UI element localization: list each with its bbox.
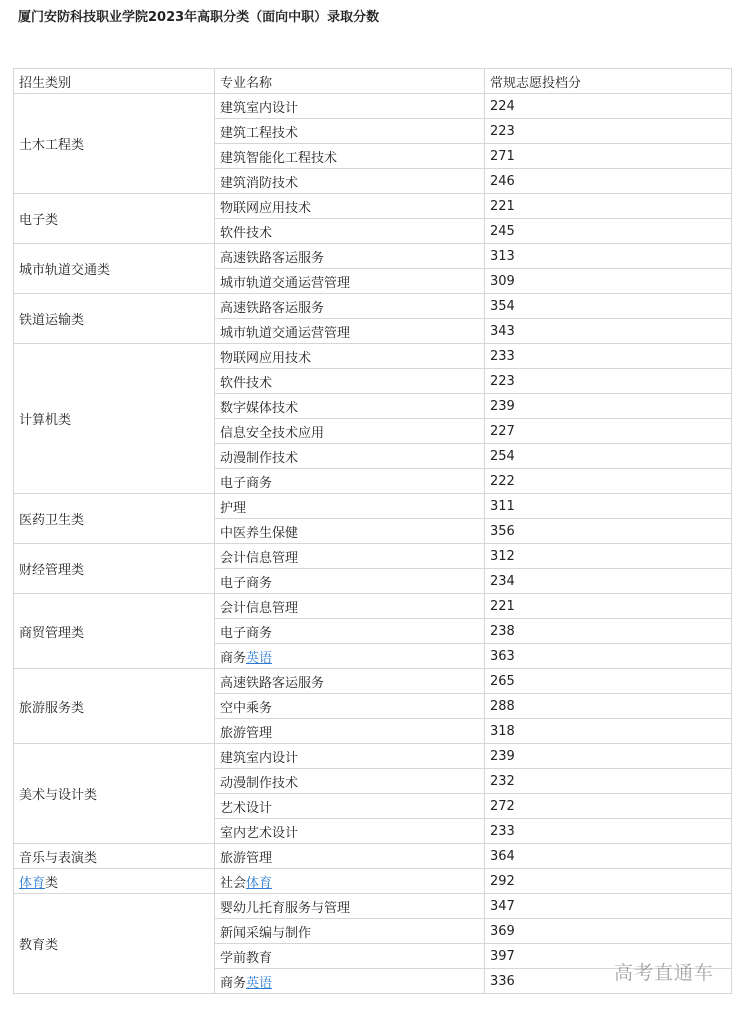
- page-title: 厦门安防科技职业学院2023年高职分类（面向中职）录取分数: [18, 10, 380, 25]
- major-label: 社会: [220, 875, 247, 891]
- category-cell: [14, 894, 215, 994]
- table-row: [14, 744, 732, 769]
- major-label: 商务: [220, 975, 247, 991]
- major-label: 物联网应用技术: [220, 200, 312, 216]
- table-row: [14, 494, 732, 519]
- major-cell: [215, 294, 485, 319]
- major-label: 电子商务: [220, 475, 273, 491]
- category-label: 美术与设计类: [19, 788, 98, 803]
- major-cell: [215, 894, 485, 919]
- category-label: 类: [45, 875, 59, 891]
- score-cell: 254: [485, 444, 732, 469]
- major-cell: [215, 144, 485, 169]
- score-cell: 312: [485, 544, 732, 569]
- major-label: 动漫制作技术: [220, 775, 299, 791]
- major-cell: [215, 644, 485, 669]
- major-cell: [215, 269, 485, 294]
- major-cell: [215, 119, 485, 144]
- score-cell: 265: [485, 669, 732, 694]
- score-cell: 233: [485, 819, 732, 844]
- category-cell: [14, 594, 215, 669]
- major-label: 高速铁路客运服务: [220, 300, 325, 316]
- table-row: [14, 894, 732, 919]
- major-label: 电子商务: [220, 575, 273, 591]
- major-cell: [215, 694, 485, 719]
- score-cell: 221: [485, 194, 732, 219]
- major-label: 空中乘务: [220, 700, 273, 716]
- score-cell: 311: [485, 494, 732, 519]
- score-cell: 397: [485, 944, 732, 969]
- major-cell: [215, 444, 485, 469]
- major-cell: [215, 469, 485, 494]
- major-label: 信息安全技术应用: [220, 425, 325, 441]
- major-cell: [215, 844, 485, 869]
- score-cell: 313: [485, 244, 732, 269]
- table-body: [14, 94, 732, 994]
- score-cell: 245: [485, 219, 732, 244]
- category-cell: [14, 844, 215, 869]
- score-cell: 369: [485, 919, 732, 944]
- score-cell: 336: [485, 969, 732, 994]
- major-cell: [215, 169, 485, 194]
- major-label: 商务: [220, 650, 247, 666]
- major-cell: [215, 969, 485, 994]
- category-label: 城市轨道交通类: [19, 263, 111, 278]
- score-cell: 288: [485, 694, 732, 719]
- major-cell: [215, 769, 485, 794]
- table-row: [14, 294, 732, 319]
- table-row: [14, 244, 732, 269]
- major-cell: [215, 669, 485, 694]
- major-cell: [215, 219, 485, 244]
- category-label: 商贸管理类: [19, 625, 85, 641]
- major-cell: [215, 319, 485, 344]
- score-cell: 363: [485, 644, 732, 669]
- major-cell: [215, 919, 485, 944]
- major-label: 数字媒体技术: [220, 400, 299, 416]
- category-label: 财经管理类: [19, 563, 85, 578]
- major-label: 物联网应用技术: [220, 350, 312, 366]
- major-cell: [215, 944, 485, 969]
- category-label: 教育类: [19, 938, 59, 953]
- score-cell: 347: [485, 894, 732, 919]
- major-cell: [215, 619, 485, 644]
- major-label: 新闻采编与制作: [220, 925, 312, 941]
- major-label: 电子商务: [220, 625, 273, 641]
- major-label: 旅游管理: [220, 850, 273, 866]
- major-cell: [215, 819, 485, 844]
- category-label: 电子类: [19, 213, 59, 228]
- major-link[interactable]: 体育: [246, 875, 273, 891]
- category-label: 音乐与表演类: [19, 850, 98, 866]
- category-cell: [14, 494, 215, 544]
- major-cell: [215, 794, 485, 819]
- category-cell: [14, 94, 215, 194]
- table-row: [14, 869, 732, 894]
- major-label: 中医养生保健: [220, 525, 299, 541]
- major-label: 软件技术: [220, 375, 273, 391]
- major-cell: [215, 744, 485, 769]
- score-cell: 318: [485, 719, 732, 744]
- score-cell: 223: [485, 369, 732, 394]
- major-link[interactable]: 英语: [246, 650, 273, 666]
- category-label: 铁道运输类: [19, 313, 85, 328]
- major-label: 软件技术: [220, 225, 273, 241]
- category-cell: [14, 244, 215, 294]
- table-row: [14, 844, 732, 869]
- score-cell: 238: [485, 619, 732, 644]
- header-score: 常规志愿投档分: [485, 69, 732, 94]
- table-header-row: [14, 69, 732, 94]
- score-cell: 223: [485, 119, 732, 144]
- major-cell: [215, 544, 485, 569]
- major-cell: [215, 344, 485, 369]
- category-label: 旅游服务类: [19, 700, 85, 716]
- category-label: 计算机类: [19, 413, 72, 428]
- score-cell: 234: [485, 569, 732, 594]
- major-label: 婴幼儿托育服务与管理: [220, 900, 351, 916]
- category-cell: [14, 294, 215, 344]
- table-row: [14, 194, 732, 219]
- major-label: 城市轨道交通运营管理: [220, 275, 351, 291]
- score-cell: 246: [485, 169, 732, 194]
- major-label: 建筑室内设计: [220, 100, 299, 116]
- major-label: 艺术设计: [220, 800, 273, 816]
- score-cell: 364: [485, 844, 732, 869]
- major-label: 建筑消防技术: [220, 175, 299, 191]
- score-cell: 232: [485, 769, 732, 794]
- score-cell: 239: [485, 744, 732, 769]
- score-cell: 309: [485, 269, 732, 294]
- table-row: [14, 544, 732, 569]
- score-cell: 343: [485, 319, 732, 344]
- score-cell: 227: [485, 419, 732, 444]
- category-cell: [14, 669, 215, 744]
- score-cell: 356: [485, 519, 732, 544]
- major-cell: [215, 419, 485, 444]
- category-cell: [14, 194, 215, 244]
- major-cell: [215, 594, 485, 619]
- category-label: 医药卫生类: [19, 513, 85, 528]
- score-cell: 354: [485, 294, 732, 319]
- header-major: 专业名称: [215, 69, 485, 94]
- major-label: 建筑智能化工程技术: [220, 150, 338, 166]
- category-cell: [14, 869, 215, 894]
- major-label: 高速铁路客运服务: [220, 250, 325, 266]
- table-row: [14, 344, 732, 369]
- score-cell: 233: [485, 344, 732, 369]
- major-label: 建筑室内设计: [220, 750, 299, 766]
- category-cell: [14, 544, 215, 594]
- major-cell: [215, 519, 485, 544]
- score-cell: 272: [485, 794, 732, 819]
- major-cell: [215, 244, 485, 269]
- major-label: 旅游管理: [220, 725, 273, 741]
- score-cell: 221: [485, 594, 732, 619]
- category-label: 土木工程类: [19, 138, 85, 153]
- major-label: 动漫制作技术: [220, 450, 299, 466]
- major-cell: [215, 369, 485, 394]
- major-label: 高速铁路客运服务: [220, 675, 325, 691]
- major-label: 建筑工程技术: [220, 125, 299, 141]
- watermark: 高考直通车: [613, 962, 714, 984]
- major-label: 城市轨道交通运营管理: [220, 325, 351, 341]
- category-link[interactable]: 体育: [19, 875, 46, 891]
- major-cell: [215, 394, 485, 419]
- score-cell: 292: [485, 869, 732, 894]
- score-cell: 239: [485, 394, 732, 419]
- table-row: [14, 94, 732, 119]
- table-row: [14, 594, 732, 619]
- major-label: 学前教育: [220, 950, 273, 966]
- score-cell: 271: [485, 144, 732, 169]
- major-cell: [215, 494, 485, 519]
- major-cell: [215, 94, 485, 119]
- major-cell: [215, 569, 485, 594]
- score-cell: 222: [485, 469, 732, 494]
- major-label: 会计信息管理: [220, 550, 299, 566]
- table-row: [14, 669, 732, 694]
- admission-score-table: [13, 68, 732, 994]
- major-link[interactable]: 英语: [246, 975, 273, 991]
- header-category: 招生类别: [14, 69, 215, 94]
- major-cell: [215, 719, 485, 744]
- major-cell: [215, 194, 485, 219]
- major-cell: [215, 869, 485, 894]
- score-cell: 224: [485, 94, 732, 119]
- major-label: 室内艺术设计: [220, 825, 299, 841]
- major-label: 护理: [220, 500, 247, 516]
- category-cell: [14, 744, 215, 844]
- major-label: 会计信息管理: [220, 600, 299, 616]
- category-cell: [14, 344, 215, 494]
